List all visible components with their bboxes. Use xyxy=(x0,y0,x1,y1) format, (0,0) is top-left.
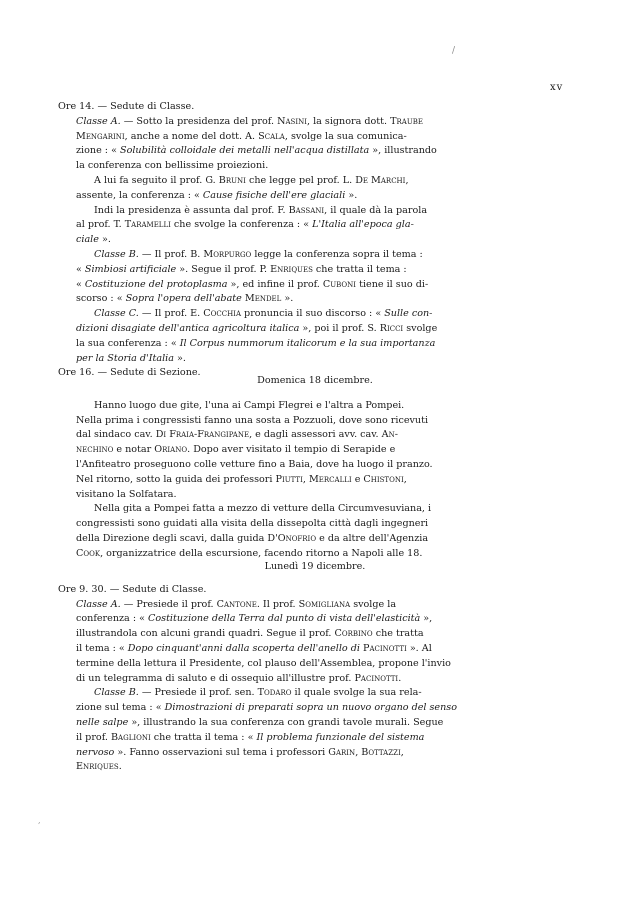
paragraph-line: visitano la Solfatara. xyxy=(76,488,177,500)
paragraph-line: « Costituzione del protoplasma », ed infine il prof. Cuboni tiene il suo di- xyxy=(76,278,429,290)
paragraph-line: congressisti sono guidati alla visita della dissepolta città dagli ingegneri xyxy=(76,518,429,530)
paragraph-line: nervoso ». Fanno osservazioni sul tema i professori Garin, Bottazzi, xyxy=(76,746,404,758)
paragraph-line: la sua conferenza : « Il Corpus nummorum italicorum e la sua importanza xyxy=(76,337,436,349)
paragraph-line: A lui fa seguito il prof. G. Bruni che legge pel prof. L. De Marchi, xyxy=(94,174,409,186)
paragraph-line: al prof. T. Taramelli che svolge la conferenza : « L'Italia all'epoca gla- xyxy=(76,219,414,231)
paragraph-line: la conferenza con bellissime proiezioni. xyxy=(76,160,269,172)
paragraph-line: Nella prima i congressisti fanno una sosta a Pozzuoli, dove sono ricevuti xyxy=(76,414,429,426)
paragraph-line: Cook, organizzatrice della escursione, facendo ritorno a Napoli alle 18. xyxy=(76,547,423,559)
paragraph-line: Classe A. — Sotto la presidenza del prof. Nasini, la signora dott. Traube xyxy=(76,115,423,127)
paragraph-line: termine della lettura il Presidente, col plauso dell'Assemblea, propone l'invio xyxy=(76,657,451,669)
paragraph-line: « Simbiosi artificiale ». Segue il prof. P. Enriques che tratta il tema : xyxy=(76,263,407,275)
spacer xyxy=(58,389,572,399)
session-line: Ore 16. — Sedute di Sezione. xyxy=(58,367,201,379)
session-line: Ore 9. 30. — Sedute di Classe. xyxy=(58,583,207,595)
paragraph-line: Nel ritorno, sotto la guida dei professori Piutti, Mercalli e Chistoni, xyxy=(76,473,407,485)
program-section-sunday xyxy=(58,374,572,562)
page-number: xv xyxy=(550,82,564,93)
paragraph-line: Classe A. — Presiede il prof. Cantone. Il prof. Somigliana svolge la xyxy=(76,598,397,610)
program-section-saturday xyxy=(58,100,572,381)
paragraph-line: ciale ». xyxy=(76,234,111,246)
paragraph-line: zione sul tema : « Dimostrazioni di preparati sopra un nuovo organo del senso xyxy=(76,702,457,714)
paragraph-line: per la Storia d'Italia ». xyxy=(76,352,186,364)
paragraph-line: della Direzione degli scavi, dalla guida D'Onofrio e da altre dell'Agenzia xyxy=(76,532,429,544)
paragraph-line: dal sindaco cav. Di Fraia-Frangipane, e dagli assessori avv. cav. An- xyxy=(76,429,398,441)
paragraph-line: Nella gita a Pompei fatta a mezzo di vetture della Circumvesuviana, i xyxy=(94,503,432,515)
day-heading: Domenica 18 dicembre. xyxy=(257,375,373,386)
spacer xyxy=(58,575,572,583)
paragraph-line: Classe C. — Il prof. E. Cocchia pronuncia il suo discorso : « Sulle con- xyxy=(94,308,433,320)
paragraph-line: di un telegramma di saluto e di ossequio all'illustre prof. Pacinotti. xyxy=(76,672,402,684)
paragraph-line: Enriques. xyxy=(76,761,122,773)
paragraph-line: l'Anfiteatro proseguono colle vetture fino a Baia, dove ha luogo il pranzo. xyxy=(76,458,433,470)
paragraph-line: il prof. Baglioni che tratta il tema : « Il problema funzionale del sistema xyxy=(76,731,425,743)
paragraph-line: nelle salpe », illustrando la sua conferenza con grandi tavole murali. Segue xyxy=(76,716,444,728)
paragraph-line: conferenza : « Costituzione della Terra dal punto di vista dell'elasticità », xyxy=(76,613,433,625)
paragraph-line: zione : « Solubilità colloidale dei metalli nell'acqua distillata », illustrando xyxy=(76,145,437,157)
margin-mark: / xyxy=(452,46,456,56)
paragraph-line: dizioni disagiate dell'antica agricoltura italica », poi il prof. S. Ricci svolge xyxy=(76,322,438,334)
program-section-monday xyxy=(58,560,572,775)
paragraph-line: Classe B. — Il prof. B. Morpurgo legge la conferenza sopra il tema : xyxy=(94,248,423,260)
paragraph-line: assente, la conferenza : « Cause fisiche dell'ere glaciali ». xyxy=(76,189,358,201)
paragraph-line: il tema : « Dopo cinquant'anni dalla scoperta dell'anello di Pacinotti ». Al xyxy=(76,642,432,654)
session-line: Ore 14. — Sedute di Classe. xyxy=(58,101,195,112)
paragraph-line: Classe B. — Presiede il prof. sen. Todaro il quale svolge la sua rela- xyxy=(94,687,422,699)
paragraph-line: Indi la presidenza è assunta dal prof. F. Bassani, il quale dà la parola xyxy=(94,204,428,216)
day-heading: Lunedì 19 dicembre. xyxy=(264,561,366,572)
paragraph-line: Hanno luogo due gite, l'una ai Campi Flegrei e l'altra a Pompei. xyxy=(94,399,405,411)
paragraph-line: scorso : « Sopra l'opera dell'abate Mendel ». xyxy=(76,293,294,305)
paragraph-line: nechino e notar Oriano. Dopo aver visitato il tempio di Serapide e xyxy=(76,444,396,456)
paragraph-line: illustrandola con alcuni grandi quadri. Segue il prof. Corbino che tratta xyxy=(76,628,424,640)
margin-mark: , xyxy=(38,816,41,825)
paragraph-line: Mengarini, anche a nome del dott. A. Scala, svolge la sua comunica- xyxy=(76,130,407,142)
